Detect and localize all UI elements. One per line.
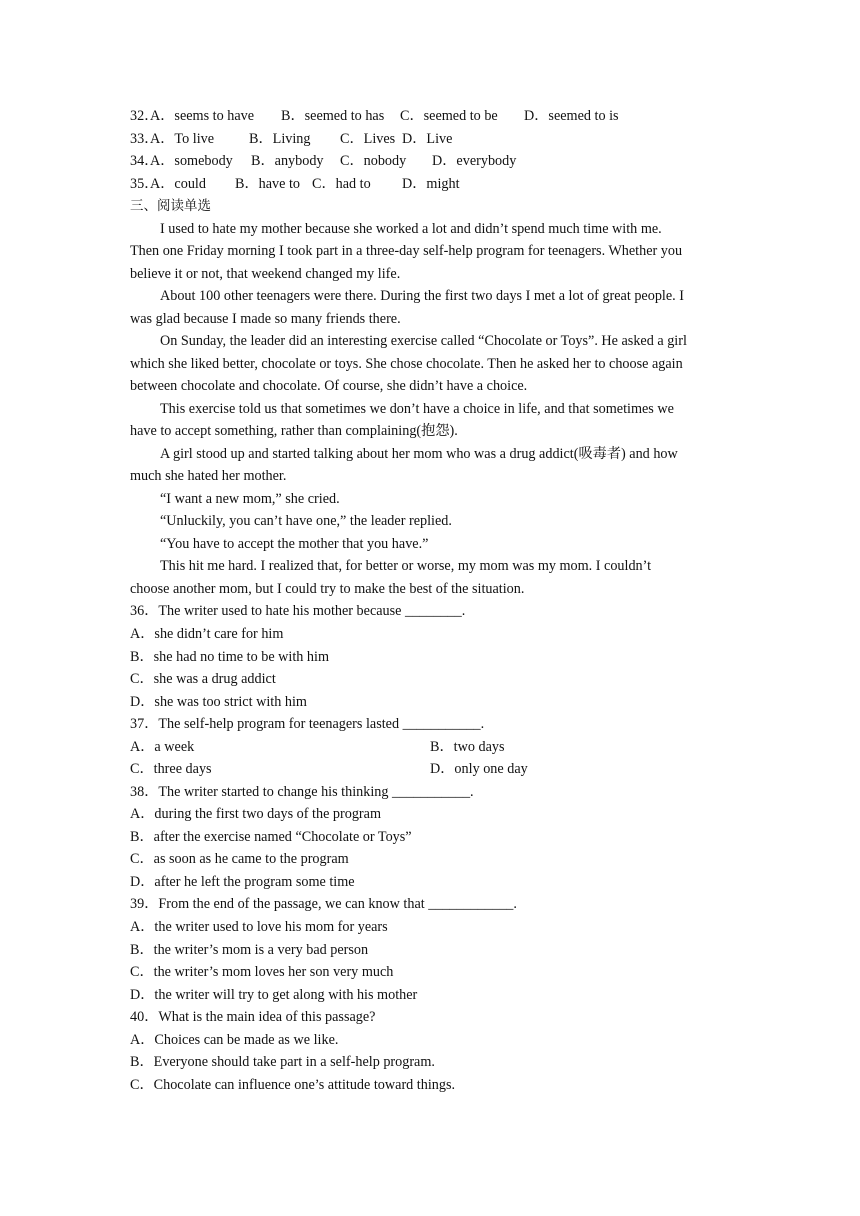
passage-line: was glad because I made so many friends there. [130, 311, 401, 327]
option-c: C．had to [312, 176, 371, 192]
option-39b: B．the writer’s mom is a very bad person [130, 942, 369, 958]
option-38b: B．after the exercise named “Chocolate or Toys” [130, 829, 412, 845]
option-36d: D．she was too strict with him [130, 694, 307, 710]
question-number: 34． [130, 153, 159, 169]
option-36b: B．she had no time to be with him [130, 649, 329, 665]
option-39d: D．the writer will try to get along with his mother [130, 987, 418, 1003]
passage-line: Then one Friday morning I took part in a three-day self-help program for teenagers. Whether you [130, 243, 683, 259]
passage-line: which she liked better, chocolate or toys. She chose chocolate. Then he asked her to choose again [130, 356, 683, 372]
question-number: 33． [130, 131, 159, 147]
option-36a: A．she didn’t care for him [130, 626, 284, 642]
option-37a: A．a week [130, 739, 195, 755]
option-a: A．somebody [150, 153, 233, 169]
section-heading: 三、阅读单选 [130, 198, 211, 214]
passage-line: On Sunday, the leader did an interesting exercise called “Chocolate or Toys”. He asked a girl [160, 333, 687, 349]
option-37b: B．two days [430, 739, 505, 755]
option-c: C．Lives [340, 131, 396, 147]
option-d: D．might [402, 176, 460, 192]
choice-line-35 [130, 174, 460, 194]
question-stem-39: 39．From the end of the passage, we can know that ____________. [130, 896, 517, 912]
choice-line-34 [130, 151, 517, 171]
option-a: A．could [150, 176, 206, 192]
option-36c: C．she was a drug addict [130, 671, 276, 687]
option-c: C．nobody [340, 153, 407, 169]
question-number: 35． [130, 176, 159, 192]
option-38a: A．during the first two days of the program [130, 806, 381, 822]
option-39c: C．the writer’s mom loves her son very much [130, 964, 394, 980]
option-37d: D．only one day [430, 761, 528, 777]
question-stem-36: 36．The writer used to hate his mother because ________. [130, 603, 466, 619]
question-stem-37: 37．The self-help program for teenagers lasted ___________. [130, 716, 485, 732]
option-38d: D．after he left the program some time [130, 874, 355, 890]
passage-line: This exercise told us that sometimes we don’t have a choice in life, and that sometimes we [160, 401, 674, 417]
option-d: D．everybody [432, 153, 517, 169]
option-a: A．To live [150, 131, 215, 147]
passage-line: believe it or not, that weekend changed my life. [130, 266, 401, 282]
option-a: A．seems to have [150, 108, 255, 124]
passage-line: between chocolate and chocolate. Of course, she didn’t have a choice. [130, 378, 528, 394]
option-b: B．have to [235, 176, 301, 192]
option-40c: C．Chocolate can influence one’s attitude toward things. [130, 1077, 456, 1093]
passage-line: A girl stood up and started talking about her mom who was a drug addict(吸毒者) and how [160, 446, 678, 462]
choice-line-33 [130, 129, 453, 149]
passage-line: I used to hate my mother because she worked a lot and didn’t spend much time with me. [160, 221, 662, 237]
option-37c: C．three days [130, 761, 212, 777]
option-b: B．Living [249, 131, 311, 147]
option-38c: C．as soon as he came to the program [130, 851, 349, 867]
question-stem-38: 38．The writer started to change his thinking ___________. [130, 784, 474, 800]
choice-line-32 [130, 106, 619, 126]
option-d: D．Live [402, 131, 453, 147]
passage-line: This hit me hard. I realized that, for better or worse, my mom was my mom. I couldn’t [160, 558, 652, 574]
option-b: B．anybody [251, 153, 324, 169]
passage-line: “I want a new mom,” she cried. [160, 491, 340, 507]
passage-line: “Unluckily, you can’t have one,” the leader replied. [160, 513, 452, 529]
passage-line: “You have to accept the mother that you have.” [160, 536, 429, 552]
passage-line: choose another mom, but I could try to make the best of the situation. [130, 581, 525, 597]
option-40a: A．Choices can be made as we like. [130, 1032, 339, 1048]
option-40b: B．Everyone should take part in a self-help program. [130, 1054, 435, 1070]
option-39a: A．the writer used to love his mom for years [130, 919, 388, 935]
passage-line: much she hated her mother. [130, 468, 287, 484]
question-stem-40: 40．What is the main idea of this passage? [130, 1009, 376, 1025]
option-c: C．seemed to be [400, 108, 498, 124]
option-d: D．seemed to is [524, 108, 619, 124]
passage-line: have to accept something, rather than complaining(抱怨). [130, 423, 458, 439]
option-b: B．seemed to has [281, 108, 385, 124]
passage-line: About 100 other teenagers were there. During the first two days I met a lot of great people. I [160, 288, 684, 304]
question-number: 32． [130, 108, 159, 124]
